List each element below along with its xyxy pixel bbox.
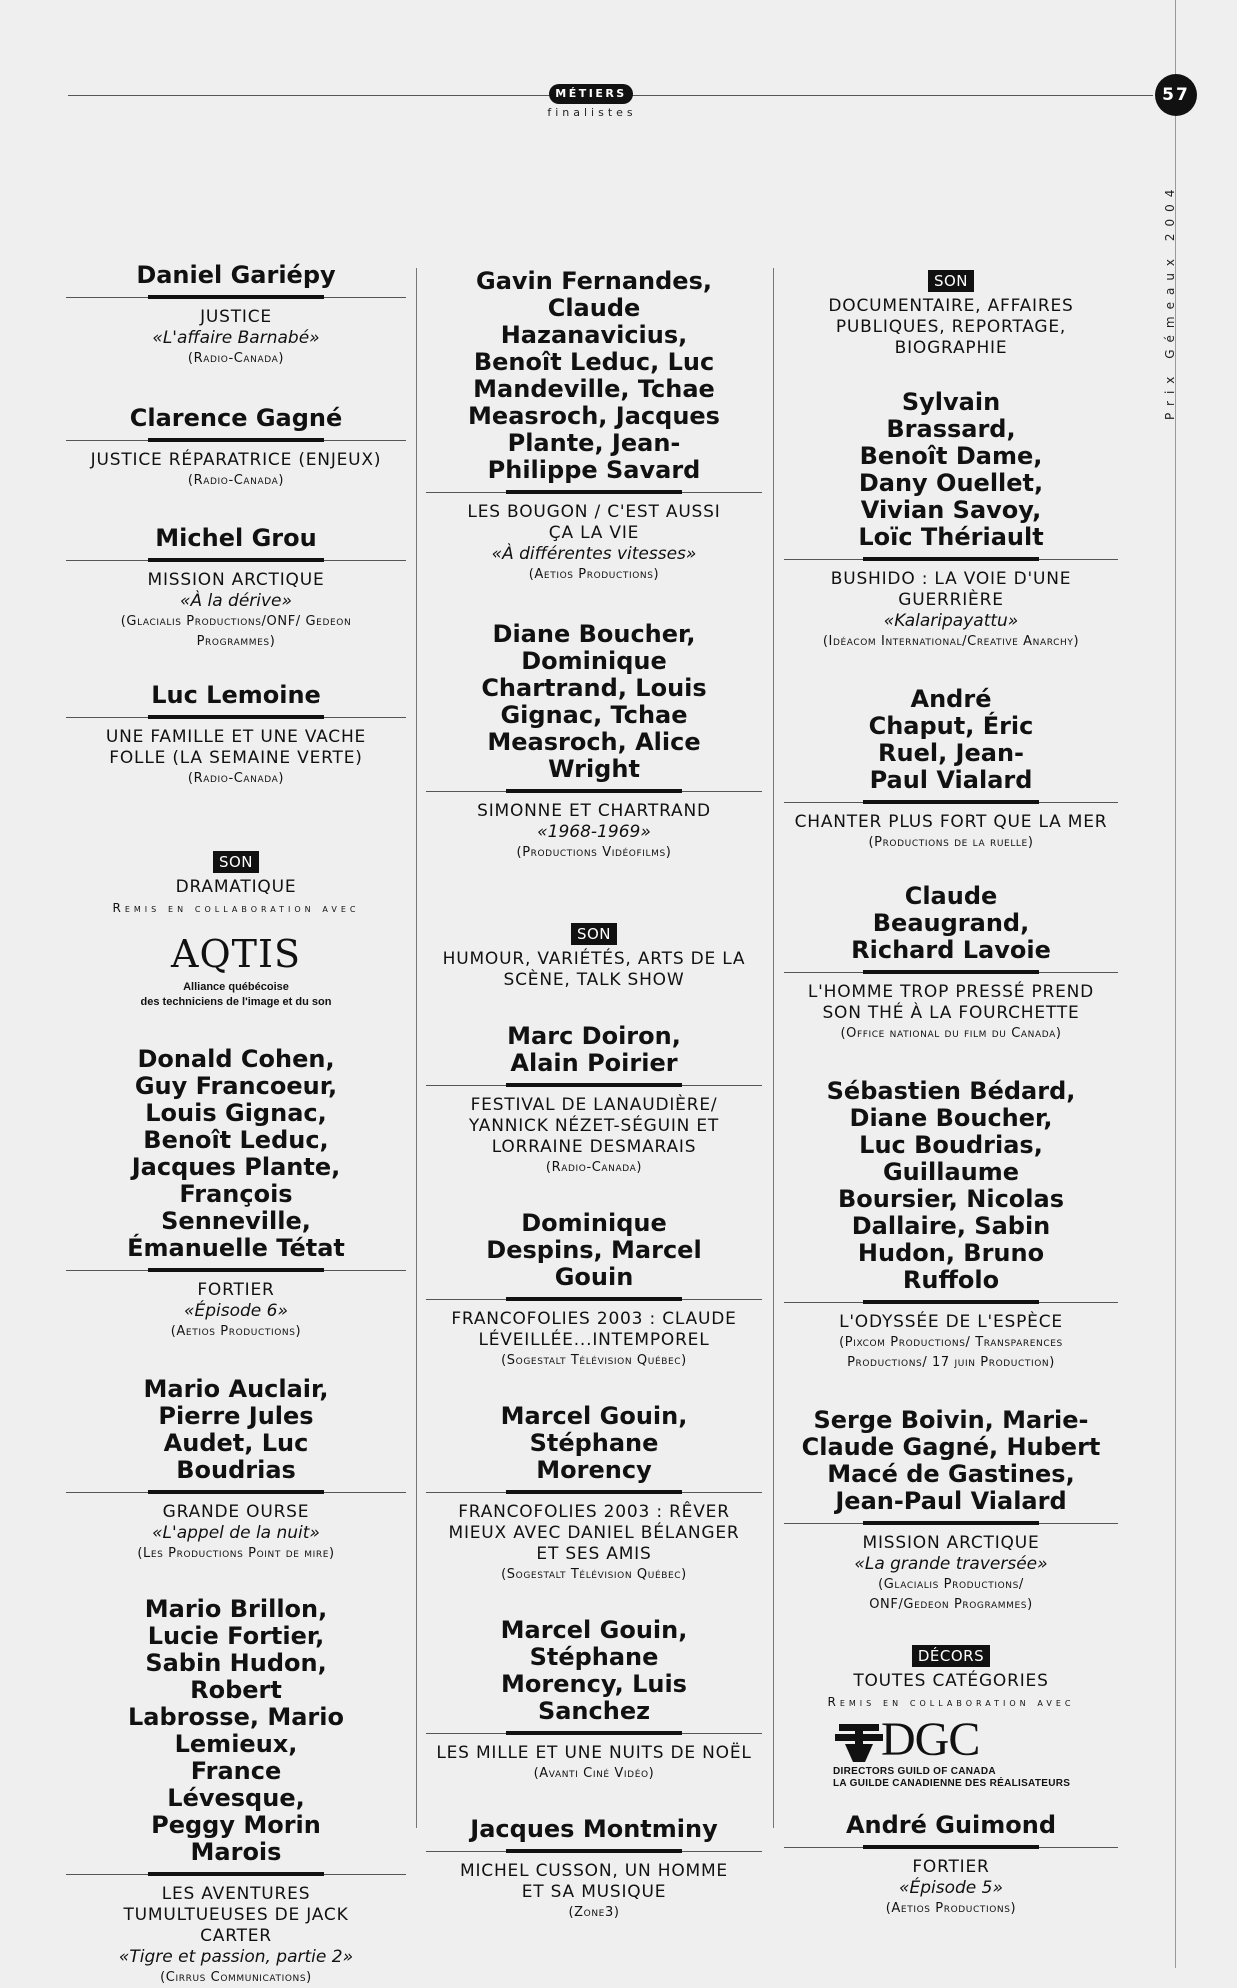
nominee-names: Marcel Gouin, Stéphane Morency [500, 1402, 688, 1484]
column-3 [784, 270, 1118, 1919]
entry-rule [66, 440, 406, 441]
episode-title: «Kalaripayattu» [883, 611, 1019, 631]
nominee-names: Marc Doiron, Alain Poirier [507, 1022, 681, 1077]
category: LES MILLE ET UNE NUITS DE NOËL [436, 1743, 752, 1763]
nominee-entry [784, 389, 1118, 652]
episode-title: «À différentes vitesses» [491, 544, 697, 564]
nominee-entry [784, 1078, 1118, 1373]
episode-title: «Tigre et passion, partie 2» [118, 1947, 354, 1967]
section-category: TOUTES CATÉGORIES [853, 1671, 1049, 1691]
section-header [784, 1645, 1118, 1792]
production-company: (Les Productions Point de mire) [137, 1546, 335, 1561]
episode-title: «L'appel de la nuit» [152, 1523, 320, 1543]
category: GRANDE OURSE [162, 1502, 310, 1522]
production-company: (Aetios Productions) [528, 567, 660, 582]
category: CHANTER PLUS FORT QUE LA MER [794, 812, 1108, 832]
page-number: 57 [1155, 74, 1197, 116]
entry-rule [66, 297, 406, 298]
collaboration-note: Remis en collaboration avec [827, 1695, 1075, 1709]
section-subtitle: finalistes [547, 106, 637, 119]
entry-rule [426, 1085, 762, 1086]
production-company: (Productions de la ruelle) [868, 835, 1034, 850]
production-company: (Pixcom Productions/ Transparences Productions/ 17 juin Production) [839, 1335, 1063, 1370]
category: FORTIER [197, 1280, 275, 1300]
dgc-logo-subtitle: DIRECTORS GUILD OF CANADA [833, 1766, 996, 1777]
nominee-entry [426, 268, 762, 585]
nominee-names: Marcel Gouin, Stéphane Morency, Luis Sanchez [500, 1616, 688, 1725]
nominee-names: Dominique Despins, Marcel Gouin [486, 1209, 702, 1291]
production-company: (Radio-Canada) [187, 771, 285, 786]
production-company: (Office national du film du Canada) [840, 1026, 1062, 1041]
collaboration-note: Remis en collaboration avec [112, 901, 360, 915]
production-company: (Glacialis Productions/ONF/ Gedeon Programmes) [120, 614, 352, 649]
production-company: (Productions Vidéofilms) [516, 845, 672, 860]
entry-rule [66, 1874, 406, 1875]
section-header [66, 851, 406, 1010]
nominee-names: Claude Beaugrand, Richard Lavoie [851, 882, 1051, 964]
nominee-names: Sylvain Brassard, Benoît Dame, Dany Ouellet, Vivian Savoy, Loïc Thériault [858, 388, 1044, 551]
nominee-names: Clarence Gagné [129, 404, 343, 432]
nominee-entry [784, 883, 1118, 1044]
category: FORTIER [912, 1857, 990, 1877]
category: L'HOMME TROP PRESSÉ PREND SON THÉ À LA FOURCHETTE [807, 982, 1095, 1023]
entry-rule [66, 1270, 406, 1271]
production-company: (Avanti Ciné Vidéo) [533, 1766, 655, 1781]
entry-rule [426, 1492, 762, 1493]
section-category: DOCUMENTAIRE, AFFAIRES PUBLIQUES, REPORTAGE, BIOGRAPHIE [828, 296, 1074, 358]
production-company: (Sogestalt Télévision Québec) [501, 1567, 687, 1582]
nominee-entry [426, 1816, 762, 1923]
nominee-names: Mario Auclair, Pierre Jules Audet, Luc Boudrias [143, 1375, 329, 1484]
nominee-names: Michel Grou [155, 524, 317, 552]
production-company: (Idéacom International/Creative Anarchy) [822, 634, 1080, 649]
nominee-names: Jacques Montminy [470, 1815, 718, 1843]
production-company: (Radio-Canada) [187, 351, 285, 366]
entry-rule [426, 492, 762, 493]
section-badge: SON [928, 270, 974, 292]
nominee-names: Luc Lemoine [151, 681, 321, 709]
entry-rule [426, 1733, 762, 1734]
entry-rule [784, 972, 1118, 973]
category: UNE FAMILLE ET UNE VACHE FOLLE (LA SEMAINE VERTE) [105, 727, 367, 768]
category: MISSION ARCTIQUE [862, 1533, 1040, 1553]
entry-rule [66, 560, 406, 561]
entry-rule [426, 1851, 762, 1852]
section-header [784, 270, 1118, 359]
nominee-entry [66, 262, 406, 369]
nominee-names: Mario Brillon, Lucie Fortier, Sabin Hudon, Robert Labrosse, Mario Lemieux, France Lévesque, Peggy Morin Marois [128, 1595, 344, 1866]
column-divider [773, 268, 774, 1828]
category: JUSTICE [200, 307, 272, 327]
dgc-logo-text: DGC [881, 1713, 980, 1766]
episode-title: «À la dérive» [179, 591, 293, 611]
column-2 [426, 268, 762, 1923]
section-tab: MÉTIERS [549, 84, 633, 104]
nominee-entry [426, 1403, 762, 1585]
nominee-entry [426, 1617, 762, 1784]
nominee-names: André Chaput, Éric Ruel, Jean-Paul Vialard [868, 685, 1034, 794]
production-company: (Glacialis Productions/ ONF/Gedeon Programmes) [869, 1577, 1033, 1612]
category: BUSHIDO : LA VOIE D'UNE GUERRIÈRE [830, 569, 1072, 610]
category: SIMONNE ET CHARTRAND [477, 801, 711, 821]
dgc-logo-subtitle: LA GUILDE CANADIENNE DES RÉALISATEURS [833, 1778, 1071, 1789]
category: MISSION ARCTIQUE [147, 570, 325, 590]
nominee-entry [66, 525, 406, 652]
nominee-names: Sébastien Bédard, Diane Boucher, Luc Boudrias, Guillaume Boursier, Nicolas Dallaire, Sabin Hudon, Bruno Ruffolo [826, 1077, 1076, 1294]
category: FESTIVAL DE LANAUDIÈRE/ YANNICK NÉZET-SÉGUIN ET LORRAINE DESMARAIS [468, 1095, 720, 1157]
production-company: (Radio-Canada) [545, 1160, 643, 1175]
nominee-names: André Guimond [845, 1811, 1057, 1839]
section-category: HUMOUR, VARIÉTÉS, ARTS DE LA SCÈNE, TALK SHOW [442, 949, 746, 990]
nominee-entry [784, 1812, 1118, 1919]
entry-rule [784, 1847, 1118, 1848]
entry-rule [66, 717, 406, 718]
aqtis-logo-subtitle: Alliance québécoise [183, 981, 289, 993]
production-company: (Aetios Productions) [170, 1324, 302, 1339]
entry-rule [784, 559, 1118, 560]
aqtis-logo-text: AQTIS [171, 932, 301, 976]
entry-rule [426, 791, 762, 792]
entry-rule [784, 1523, 1118, 1524]
entry-rule [66, 1492, 406, 1493]
column-divider [416, 268, 417, 1828]
production-company: (Cirrus Communications) [160, 1970, 312, 1985]
nominee-entry [66, 1596, 406, 1988]
nominee-names: Daniel Gariépy [136, 261, 336, 289]
category: MICHEL CUSSON, UN HOMME ET SA MUSIQUE [460, 1861, 728, 1902]
dgc-logo [831, 1713, 1071, 1792]
nominee-entry [426, 1023, 762, 1178]
aqtis-logo-subtitle: des techniciens de l'image et du son [140, 996, 332, 1008]
category: LES BOUGON / C'EST AUSSI ÇA LA VIE [467, 502, 721, 543]
side-caption: Prix Gémeaux 2004 [1163, 182, 1177, 420]
nominee-names: Donald Cohen, Guy Francoeur, Louis Gignac, Benoît Leduc, Jacques Plante, François Senneville, Émanuelle Tétat [127, 1045, 345, 1262]
production-company: (Sogestalt Télévision Québec) [501, 1353, 687, 1368]
nominee-entry [66, 1046, 406, 1342]
section-category: DRAMATIQUE [175, 877, 297, 897]
episode-title: «Épisode 6» [184, 1301, 288, 1321]
entry-rule [784, 1302, 1118, 1303]
nominee-entry [784, 1407, 1118, 1615]
aqtis-logo [66, 932, 406, 1010]
nominee-names: Serge Boivin, Marie-Claude Gagné, Hubert Macé de Gastines, Jean-Paul Vialard [801, 1406, 1101, 1515]
nominee-names: Diane Boucher, Dominique Chartrand, Louis Gignac, Tchae Measroch, Alice Wright [481, 620, 707, 783]
entry-rule [426, 1299, 762, 1300]
section-header [426, 923, 762, 991]
episode-title: «1968-1969» [537, 822, 651, 842]
category: FRANCOFOLIES 2003 : RÊVER MIEUX AVEC DANIEL BÉLANGER ET SES AMIS [448, 1502, 740, 1564]
nominee-entry [426, 621, 762, 863]
section-badge: SON [213, 851, 259, 873]
section-badge: SON [571, 923, 617, 945]
episode-title: «La grande traversée» [854, 1554, 1048, 1574]
nominee-entry [66, 682, 406, 789]
category: LES AVENTURES TUMULTUEUSES DE JACK CARTER [123, 1884, 349, 1946]
nominee-entry [784, 686, 1118, 853]
section-badge: DÉCORS [912, 1645, 990, 1667]
production-company: (Aetios Productions) [885, 1901, 1017, 1916]
category: FRANCOFOLIES 2003 : CLAUDE LÉVEILLÉE...INTEMPOREL [451, 1309, 737, 1350]
dgc-emblem-icon [831, 1722, 887, 1764]
nominee-entry [66, 1376, 406, 1564]
production-company: (Zone3) [568, 1905, 620, 1920]
production-company: (Radio-Canada) [187, 473, 285, 488]
nominee-names: Gavin Fernandes, Claude Hazanavicius, Benoît Leduc, Luc Mandeville, Tchae Measroch, Jacques Plante, Jean-Philippe Savard [468, 267, 720, 484]
column-1 [66, 262, 406, 1988]
nominee-entry [426, 1210, 762, 1371]
category: L'ODYSSÉE DE L'ESPÈCE [839, 1312, 1063, 1332]
nominee-entry [66, 405, 406, 491]
episode-title: «Épisode 5» [899, 1878, 1003, 1898]
episode-title: «L'affaire Barnabé» [152, 328, 320, 348]
entry-rule [784, 802, 1118, 803]
category: JUSTICE RÉPARATRICE (ENJEUX) [90, 450, 382, 470]
